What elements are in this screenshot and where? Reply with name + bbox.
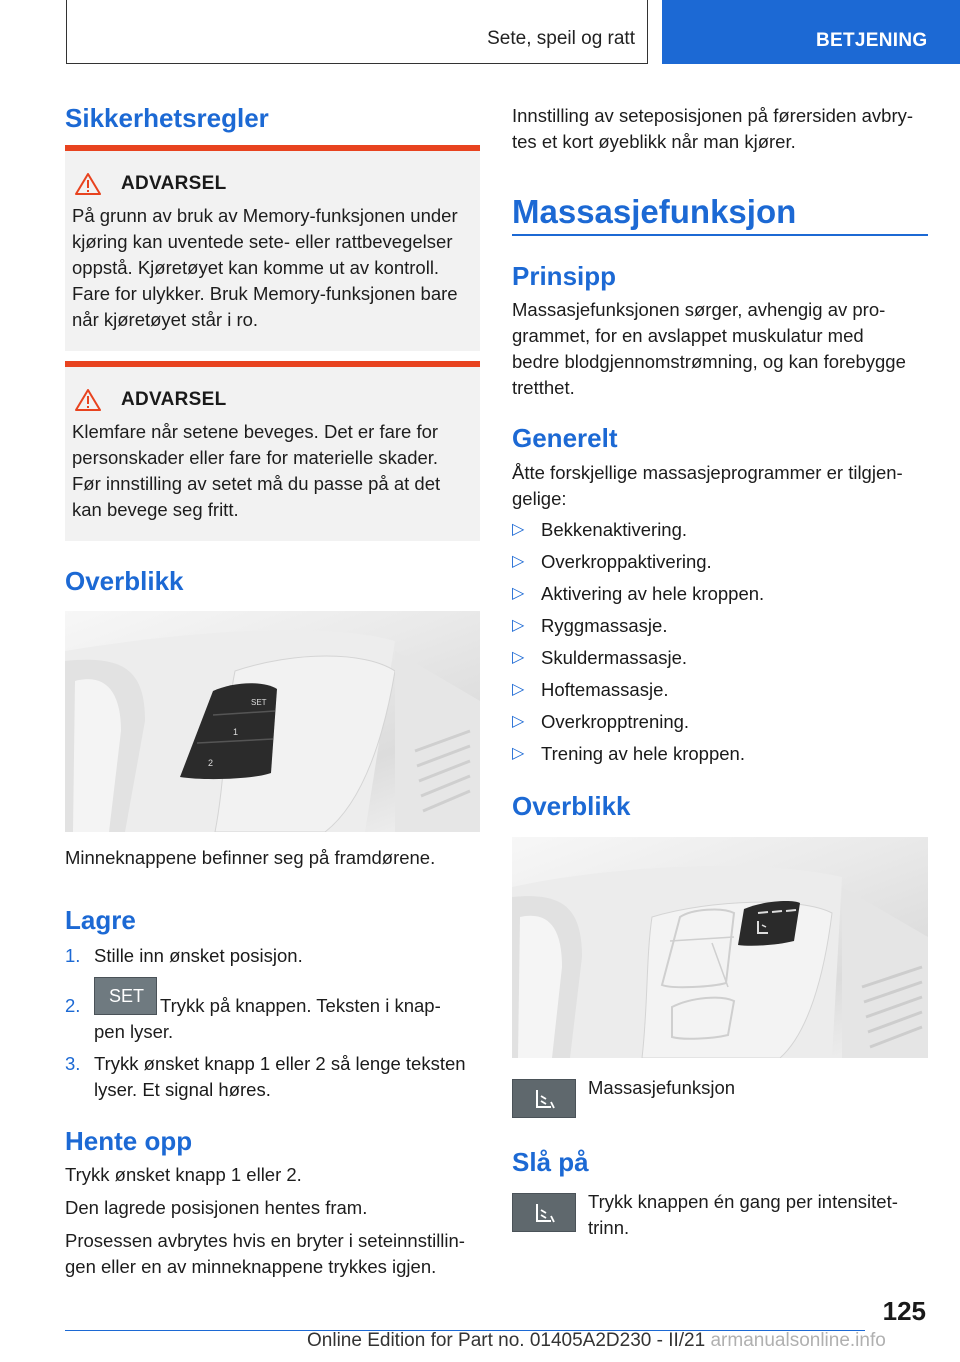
bullet-triangle-icon: ▷ bbox=[512, 745, 525, 762]
principle-line: bedre blodgjennomstrømning, og kan forebygge bbox=[512, 351, 906, 372]
warning-box-2 bbox=[65, 361, 480, 541]
set-button-label: SET bbox=[251, 698, 267, 707]
general-line: Åtte forskjellige massasjeprogrammer er tilgjen- bbox=[512, 462, 903, 483]
set-button-image-label: SET bbox=[109, 986, 145, 1006]
warning-label: ADVARSEL bbox=[121, 173, 227, 194]
intro-line: tes et kort øyeblikk når man kjører. bbox=[512, 131, 796, 152]
program-label: Ryggmassasje. bbox=[541, 615, 668, 636]
principle-line: grammet, for en avslappet muskulatur med bbox=[512, 325, 864, 346]
bullet-triangle-icon: ▷ bbox=[512, 521, 525, 538]
massage-seat-icon bbox=[513, 1194, 575, 1231]
bullet-triangle-icon: ▷ bbox=[512, 713, 525, 730]
store-step bbox=[65, 993, 94, 1019]
recall-paragraph: Trykk ønsket knapp 1 eller 2. bbox=[65, 1164, 302, 1185]
store-step bbox=[65, 1051, 466, 1103]
program-list-item bbox=[512, 645, 687, 671]
program-label: Skuldermassasje. bbox=[541, 647, 688, 668]
header-section-title: Sete, speil og ratt bbox=[487, 28, 635, 49]
massage-button bbox=[738, 901, 800, 946]
door-memory-buttons-photo bbox=[65, 611, 480, 832]
recall-line: Prosessen avbrytes hvis en bryter i seteinnstillin- bbox=[65, 1230, 465, 1251]
warning-line: når kjøretøyet står i ro. bbox=[72, 309, 259, 330]
bullet-triangle-icon: ▷ bbox=[512, 649, 525, 666]
warning-line: Før innstilling av setet må du passe på at det bbox=[72, 473, 441, 494]
step-text: pen lyser. bbox=[94, 1021, 174, 1042]
warning-line: kan bevege seg fritt. bbox=[72, 499, 239, 520]
recall-paragraph: Den lagrede posisjonen hentes fram. bbox=[65, 1197, 368, 1218]
bullet-triangle-icon: ▷ bbox=[512, 681, 525, 698]
program-list-item bbox=[512, 517, 687, 543]
overview-title-right: Overblikk bbox=[512, 791, 631, 821]
switch-on-text bbox=[588, 1189, 898, 1241]
page-number: 125 bbox=[882, 1296, 926, 1326]
program-list-item bbox=[512, 581, 764, 607]
recall-paragraph bbox=[65, 1228, 465, 1280]
warning-line: personskader eller fare for materielle skader. bbox=[72, 447, 439, 468]
program-list-item bbox=[512, 741, 745, 767]
step-line: lyser. Et signal høres. bbox=[94, 1079, 271, 1100]
program-label: Hoftemassasje. bbox=[541, 679, 669, 700]
memory-button-2-label: 2 bbox=[208, 758, 214, 768]
massage-title: Massasjefunksjon bbox=[512, 193, 797, 230]
warning-line: Klemfare når setene beveges. Det er fare for bbox=[72, 421, 439, 442]
warning-line: Fare for ulykker. Bruk Memory-funksjonen bare bbox=[72, 283, 458, 304]
warning-text bbox=[65, 413, 480, 523]
header-chapter-tab[interactable] bbox=[662, 0, 960, 64]
step-text bbox=[94, 1051, 466, 1103]
step-text: Trykk på knappen. Teksten i knap- bbox=[160, 995, 441, 1016]
switch-on-title: Slå på bbox=[512, 1147, 589, 1177]
principle-paragraph bbox=[512, 297, 906, 401]
warning-triangle-icon bbox=[75, 388, 101, 412]
set-button-image bbox=[94, 977, 157, 1015]
overview-title-left: Overblikk bbox=[65, 566, 184, 596]
massage-seat-icon bbox=[513, 1080, 575, 1117]
program-list-item bbox=[512, 613, 667, 639]
program-label: Aktivering av hele kroppen. bbox=[541, 583, 765, 604]
principle-line: Massasjefunksjonen sørger, avhengig av pro- bbox=[512, 299, 886, 320]
program-label: Bekkenaktivering. bbox=[541, 519, 688, 540]
edition-text: Online Edition for Part no. 01405A2D230 - II/21 bbox=[307, 1330, 706, 1351]
memory-button-1-label: 1 bbox=[233, 727, 239, 737]
safety-title: Sikkerhetsregler bbox=[65, 103, 269, 133]
bullet-triangle-icon: ▷ bbox=[512, 585, 525, 602]
step-number: 2. bbox=[65, 995, 81, 1016]
intro-paragraph bbox=[512, 103, 913, 155]
step-line: Trykk ønsket knapp 1 eller 2 så lenge teksten bbox=[94, 1053, 466, 1074]
footer-edition bbox=[307, 1330, 886, 1352]
warning-box-1 bbox=[65, 145, 480, 351]
general-line: gelige: bbox=[512, 488, 567, 509]
switch-on-line: trinn. bbox=[588, 1217, 630, 1238]
general-paragraph bbox=[512, 460, 903, 512]
massage-button-photo bbox=[512, 837, 928, 1058]
principle-title: Prinsipp bbox=[512, 261, 617, 291]
massage-function-button-image bbox=[512, 1193, 576, 1232]
warning-label: ADVARSEL bbox=[121, 389, 227, 410]
title-underline bbox=[512, 234, 928, 236]
intro-line: Innstilling av seteposisjonen på førersiden avbry- bbox=[512, 105, 914, 126]
program-list-item bbox=[512, 549, 712, 575]
photo-caption: Minneknappene befinner seg på framdørene. bbox=[65, 847, 436, 868]
warning-line: På grunn av bruk av Memory-funksjonen under bbox=[72, 205, 458, 226]
store-step bbox=[65, 943, 303, 969]
step-number: 1. bbox=[65, 945, 81, 966]
program-label: Trening av hele kroppen. bbox=[541, 743, 745, 764]
switch-on-line: Trykk knappen én gang per intensitet- bbox=[588, 1191, 898, 1212]
step-text: Stille inn ønsket posisjon. bbox=[94, 945, 303, 966]
header-section-box bbox=[66, 0, 648, 64]
warning-header bbox=[65, 367, 480, 413]
program-label: Overkropptrening. bbox=[541, 711, 690, 732]
massage-function-button-image bbox=[512, 1079, 576, 1118]
warning-triangle-icon bbox=[75, 172, 101, 196]
bullet-triangle-icon: ▷ bbox=[512, 617, 525, 634]
warning-line: kjøring kan uventede sete- eller rattbevegelser bbox=[72, 231, 453, 252]
massage-icon-caption: Massasjefunksjon bbox=[588, 1077, 736, 1098]
header-chapter-label: BETJENING bbox=[816, 30, 928, 51]
general-title: Generelt bbox=[512, 423, 618, 453]
program-label: Overkroppaktivering. bbox=[541, 551, 712, 572]
watermark-text: armanualsonline.info bbox=[710, 1330, 886, 1351]
program-list-item bbox=[512, 677, 669, 703]
recall-line: gen eller en av minneknappene trykkes igjen. bbox=[65, 1256, 437, 1277]
door-panel-massage-illustration bbox=[512, 837, 928, 1058]
warning-text bbox=[65, 197, 480, 333]
recall-title: Hente opp bbox=[65, 1126, 193, 1156]
door-panel-illustration bbox=[65, 611, 480, 832]
bullet-triangle-icon: ▷ bbox=[512, 553, 525, 570]
store-title: Lagre bbox=[65, 905, 136, 935]
warning-header bbox=[65, 151, 480, 197]
warning-line: oppstå. Kjøretøyet kan komme ut av kontroll. bbox=[72, 257, 440, 278]
principle-line: tretthet. bbox=[512, 377, 575, 398]
program-list-item bbox=[512, 709, 689, 735]
step-number: 3. bbox=[65, 1053, 81, 1074]
